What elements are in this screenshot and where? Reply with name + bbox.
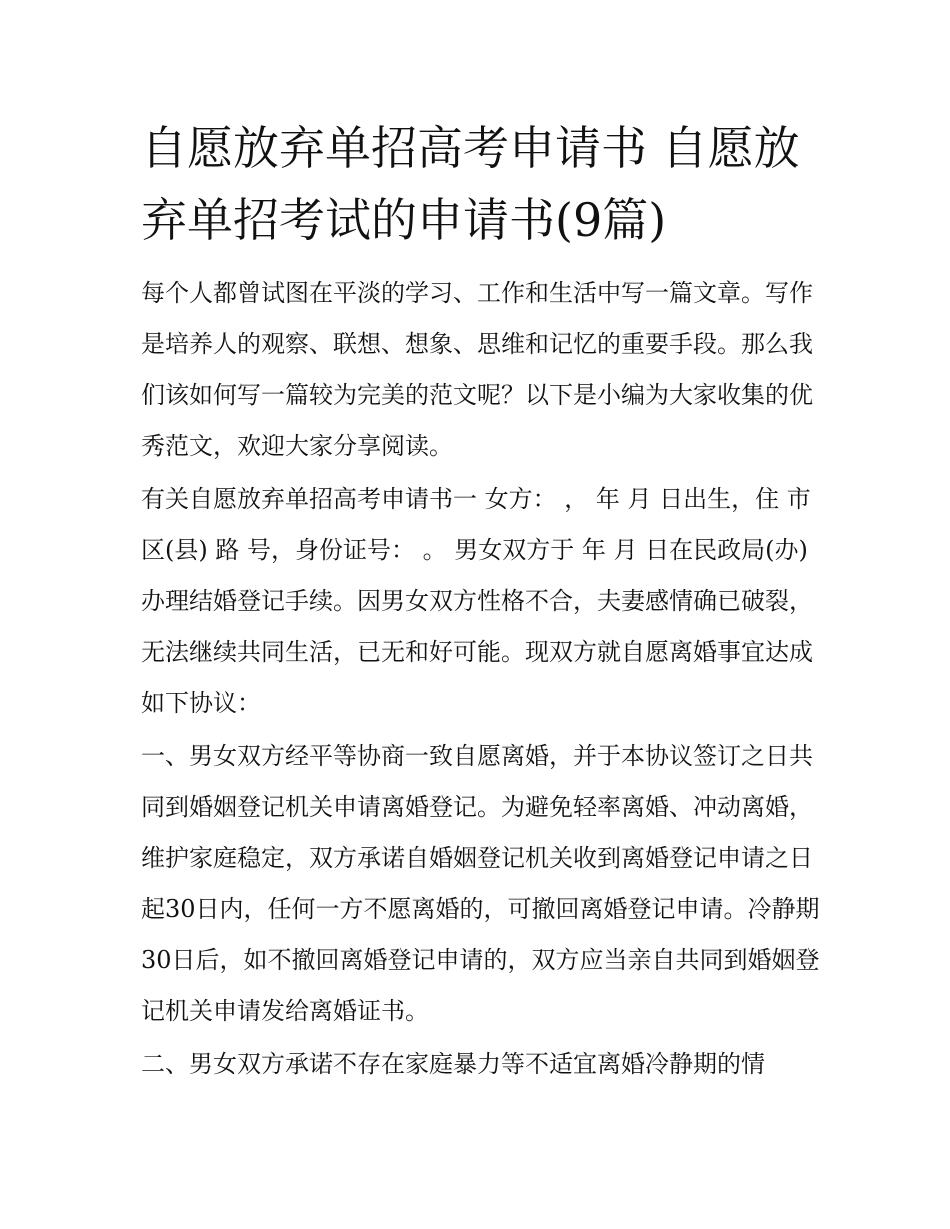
agreement-header-paragraph: 有关自愿放弃单招高考申请书一 女方： ， 年 月 日出生，住 市 区(县) 路 号，身份证号： 。 男女双方于 年 月 日在民政局(办)办理结婚登记手续。因男女双方性格不合，夫妻感情确已破裂，无法继续共同生活，已无和好可能。现双方就自愿离婚事宜达成如下协议： <box>141 485 813 717</box>
clause-one-paragraph: 一、男女双方经平等协商一致自愿离婚，并于本协议签订之日共同到婚姻登记机关申请离婚登记。为避免轻率离婚、冲动离婚，维护家庭稳定，双方承诺自婚姻登记机关收到离婚登记申请之日起30日内，任何一方不愿离婚的，可撤回离婚登记申请。冷静期30日后，如不撤回离婚登记申请的，双方应当亲自共同到婚姻登记机关申请发给离婚证书。 <box>141 742 820 1025</box>
document-body <box>141 112 821 1092</box>
document-title: 自愿放弃单招高考申请书 自愿放弃单招考试的申请书(9篇) <box>141 121 800 247</box>
intro-paragraph: 每个人都曾试图在平淡的学习、工作和生活中写一篇文章。写作是培养人的观察、联想、想象、思维和记忆的重要手段。那么我们该如何写一篇较为完美的范文呢？以下是小编为大家收集的优秀范文，欢迎大家分享阅读。 <box>141 279 813 460</box>
clause-two-paragraph: 二、男女双方承诺不存在家庭暴力等不适宜离婚冷静期的情 <box>141 1050 765 1078</box>
